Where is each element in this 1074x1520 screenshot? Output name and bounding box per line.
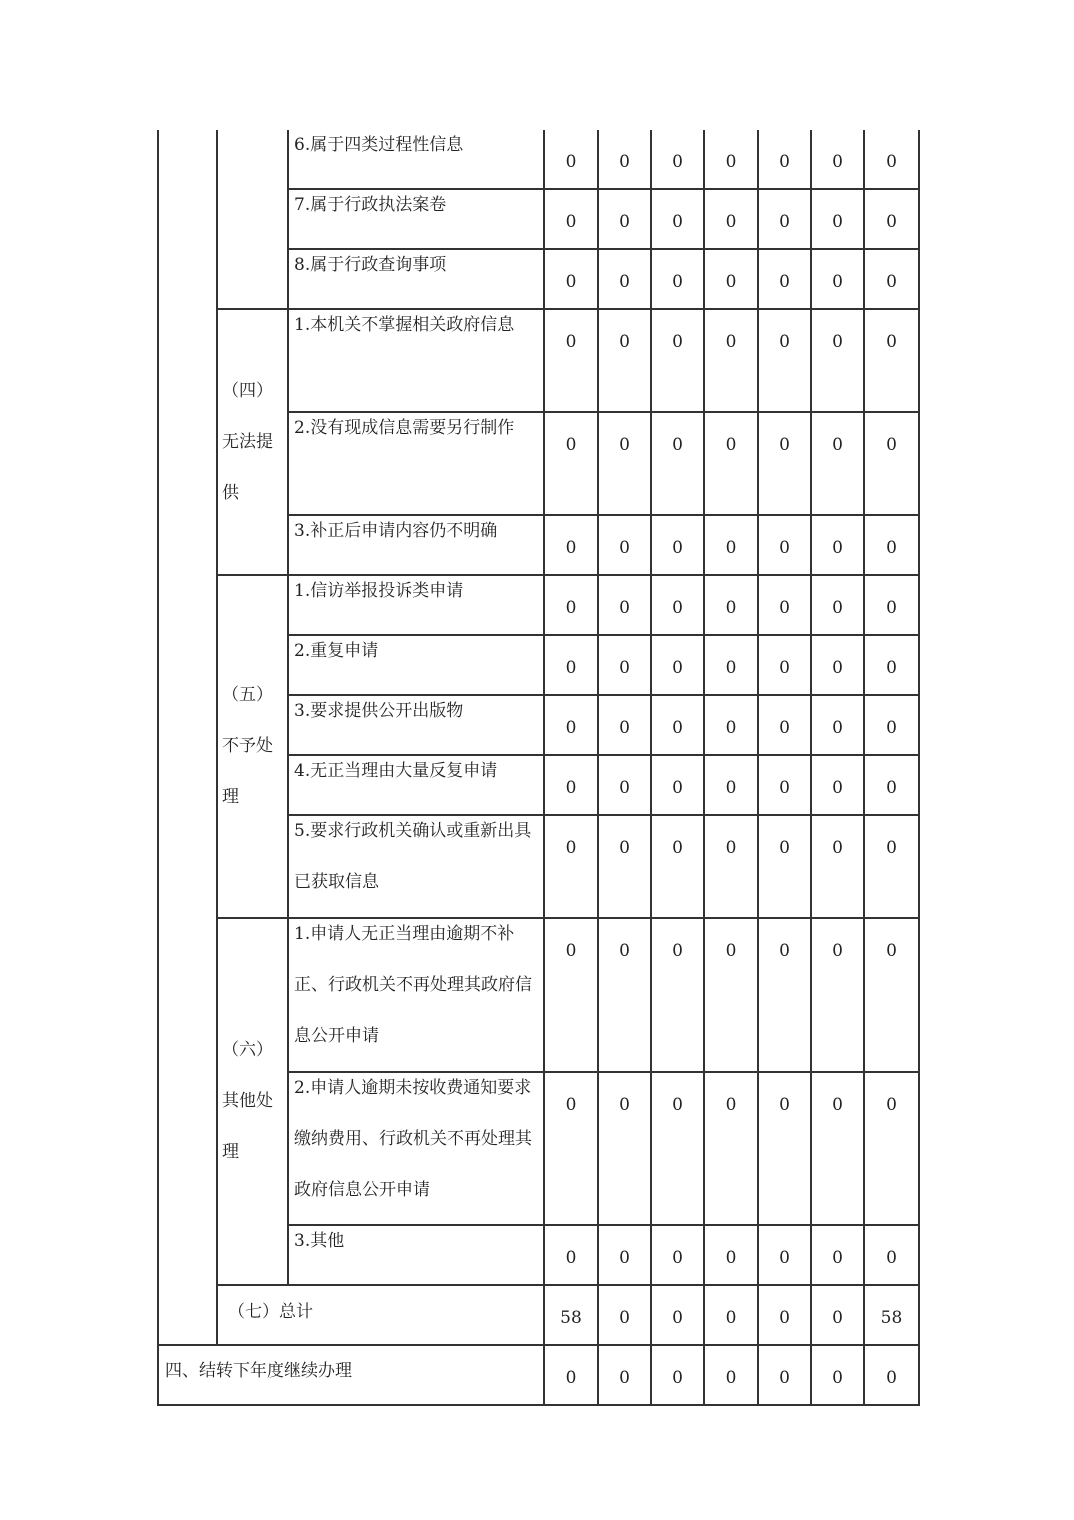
value-text: 0 xyxy=(832,838,843,858)
value-text: 0 xyxy=(886,1248,897,1268)
value-text: 0 xyxy=(619,1095,630,1115)
category-label: 理 xyxy=(222,787,239,807)
value-cell xyxy=(811,755,864,815)
value-cell xyxy=(758,309,811,412)
value-cell xyxy=(864,918,919,1072)
value-text: 0 xyxy=(619,435,630,455)
value-text: 0 xyxy=(886,212,897,232)
value-cell xyxy=(758,1285,811,1345)
value-cell xyxy=(758,635,811,695)
item-label-cell xyxy=(288,309,544,412)
value-text: 0 xyxy=(725,435,737,455)
value-cell xyxy=(758,755,811,815)
value-text: 0 xyxy=(725,1308,737,1328)
value-text: 0 xyxy=(779,718,790,738)
value-cell xyxy=(598,189,651,249)
value-cell xyxy=(864,189,919,249)
value-cell xyxy=(544,755,598,815)
value-text: 0 xyxy=(619,1248,630,1268)
value-cell xyxy=(544,635,598,695)
value-text: 0 xyxy=(779,435,790,455)
value-cell xyxy=(758,1225,811,1285)
value-text: 0 xyxy=(672,332,683,352)
value-text: 0 xyxy=(619,332,630,352)
value-cell xyxy=(598,635,651,695)
value-text: 0 xyxy=(565,1368,577,1388)
item-label: 1.信访举报投诉类申请 xyxy=(294,581,464,601)
value-cell xyxy=(704,1345,758,1405)
value-cell xyxy=(864,815,919,918)
value-cell xyxy=(864,309,919,412)
value-cell xyxy=(544,1285,598,1345)
value-text: 0 xyxy=(672,778,683,798)
value-cell xyxy=(598,695,651,755)
value-cell xyxy=(651,189,704,249)
item-label-cell xyxy=(288,815,544,918)
value-text: 58 xyxy=(560,1308,582,1328)
value-cell xyxy=(758,918,811,1072)
value-cell xyxy=(864,695,919,755)
item-label-cell xyxy=(288,412,544,515)
value-text: 0 xyxy=(725,332,737,352)
value-cell xyxy=(651,695,704,755)
value-cell xyxy=(544,309,598,412)
value-text: 0 xyxy=(672,941,683,961)
value-text: 0 xyxy=(565,838,577,858)
value-cell xyxy=(544,1345,598,1405)
item-label-cell xyxy=(288,1072,544,1225)
item-label-cell xyxy=(288,918,544,1072)
value-cell xyxy=(758,189,811,249)
value-cell xyxy=(598,1072,651,1225)
value-text: 0 xyxy=(886,778,897,798)
carry-over-row xyxy=(158,1345,919,1405)
category-label: 其他处 xyxy=(222,1091,273,1111)
value-text: 0 xyxy=(886,332,897,352)
value-cell xyxy=(758,249,811,309)
value-text: 0 xyxy=(725,1248,737,1268)
value-text: 0 xyxy=(565,332,577,352)
item-label: 1.本机关不掌握相关政府信息 xyxy=(294,315,515,335)
value-text: 0 xyxy=(779,658,790,678)
value-text: 0 xyxy=(565,538,577,558)
value-text: 0 xyxy=(832,941,843,961)
value-text: 0 xyxy=(832,658,843,678)
value-text: 0 xyxy=(886,598,897,618)
value-text: 0 xyxy=(619,152,630,172)
value-cell xyxy=(704,1072,758,1225)
value-cell xyxy=(811,575,864,635)
value-text: 0 xyxy=(619,941,630,961)
value-cell xyxy=(811,635,864,695)
value-cell xyxy=(651,1285,704,1345)
value-text: 0 xyxy=(725,658,737,678)
value-text: 0 xyxy=(565,1248,577,1268)
value-cell xyxy=(598,1225,651,1285)
value-cell xyxy=(704,575,758,635)
value-cell xyxy=(651,1225,704,1285)
value-cell xyxy=(544,412,598,515)
value-text: 0 xyxy=(832,1248,843,1268)
item-label: 4.无正当理由大量反复申请 xyxy=(294,761,498,781)
value-cell xyxy=(598,412,651,515)
value-text: 0 xyxy=(779,212,790,232)
value-cell xyxy=(651,515,704,575)
value-text: 0 xyxy=(779,778,790,798)
value-text: 0 xyxy=(832,718,843,738)
value-text: 0 xyxy=(619,538,630,558)
value-cell xyxy=(864,515,919,575)
value-cell xyxy=(598,755,651,815)
value-text: 0 xyxy=(832,435,843,455)
value-text: 0 xyxy=(779,1368,790,1388)
value-text: 0 xyxy=(832,332,843,352)
value-text: 0 xyxy=(725,1095,737,1115)
value-text: 0 xyxy=(725,212,737,232)
value-cell xyxy=(864,412,919,515)
value-text: 0 xyxy=(619,778,630,798)
value-cell xyxy=(758,815,811,918)
value-text: 0 xyxy=(832,212,843,232)
value-text: 0 xyxy=(565,152,577,172)
item-label: 1.申请人无正当理由逾期不补正、行政机关不再处理其政府信息公开申请 xyxy=(294,924,532,1046)
value-cell xyxy=(704,515,758,575)
carry-over-label: 四、结转下年度继续办理 xyxy=(165,1361,352,1381)
value-cell xyxy=(811,695,864,755)
value-text: 0 xyxy=(886,272,897,292)
value-text: 0 xyxy=(672,1368,683,1388)
value-text: 0 xyxy=(619,838,630,858)
category-cell-g5 xyxy=(217,575,288,918)
value-text: 0 xyxy=(832,598,843,618)
table-row xyxy=(158,309,919,412)
value-cell xyxy=(758,412,811,515)
value-cell xyxy=(651,249,704,309)
value-cell xyxy=(544,918,598,1072)
value-cell xyxy=(598,309,651,412)
value-cell xyxy=(704,249,758,309)
value-cell xyxy=(651,309,704,412)
value-cell xyxy=(704,412,758,515)
value-text: 0 xyxy=(832,778,843,798)
value-text: 0 xyxy=(886,838,897,858)
value-text: 0 xyxy=(779,1095,790,1115)
value-text: 0 xyxy=(886,538,897,558)
value-text: 0 xyxy=(619,212,630,232)
value-text: 0 xyxy=(672,1095,683,1115)
category-label: （五） xyxy=(222,685,273,705)
value-cell xyxy=(598,575,651,635)
category-cell-g4 xyxy=(217,309,288,575)
value-cell xyxy=(651,412,704,515)
value-cell xyxy=(864,575,919,635)
carry-over-label-cell xyxy=(158,1345,544,1405)
value-cell xyxy=(651,815,704,918)
value-cell xyxy=(704,815,758,918)
value-cell xyxy=(651,1345,704,1405)
value-cell xyxy=(704,1225,758,1285)
value-cell xyxy=(864,635,919,695)
value-text: 0 xyxy=(672,718,683,738)
table-row xyxy=(158,918,919,1072)
value-cell xyxy=(704,1285,758,1345)
value-cell xyxy=(864,1285,919,1345)
value-text: 0 xyxy=(672,435,683,455)
value-text: 0 xyxy=(725,152,737,172)
value-text: 0 xyxy=(832,1308,843,1328)
value-cell xyxy=(598,1285,651,1345)
value-cell xyxy=(651,575,704,635)
item-label: 6.属于四类过程性信息 xyxy=(294,135,464,155)
value-text: 0 xyxy=(886,658,897,678)
value-cell xyxy=(864,1072,919,1225)
total-row xyxy=(158,1285,919,1345)
value-text: 0 xyxy=(725,1368,737,1388)
value-cell xyxy=(651,918,704,1072)
value-text: 0 xyxy=(672,272,683,292)
value-text: 0 xyxy=(565,212,577,232)
value-text: 0 xyxy=(672,212,683,232)
value-text: 0 xyxy=(832,1368,843,1388)
value-cell xyxy=(811,1345,864,1405)
value-text: 0 xyxy=(886,1368,897,1388)
value-cell xyxy=(811,249,864,309)
value-text: 0 xyxy=(886,1095,897,1115)
value-text: 0 xyxy=(565,435,577,455)
value-text: 0 xyxy=(619,718,630,738)
value-text: 0 xyxy=(886,435,897,455)
value-cell xyxy=(544,815,598,918)
item-label: 8.属于行政查询事项 xyxy=(294,255,447,275)
category-label: 供 xyxy=(222,482,239,503)
value-text: 0 xyxy=(565,941,577,961)
value-text: 0 xyxy=(672,538,683,558)
category-label: （四） xyxy=(222,380,273,401)
category-label: 不予处 xyxy=(222,736,273,756)
value-text: 0 xyxy=(619,1308,630,1328)
value-text: 0 xyxy=(565,718,577,738)
value-text: 0 xyxy=(779,838,790,858)
value-text: 0 xyxy=(619,658,630,678)
item-label: 7.属于行政执法案卷 xyxy=(294,195,447,215)
value-cell xyxy=(598,515,651,575)
value-cell xyxy=(758,515,811,575)
value-cell xyxy=(811,1072,864,1225)
value-cell xyxy=(811,412,864,515)
value-cell xyxy=(704,189,758,249)
value-text: 0 xyxy=(779,598,790,618)
value-cell xyxy=(811,1225,864,1285)
value-text: 0 xyxy=(565,658,577,678)
value-cell xyxy=(651,635,704,695)
value-text: 0 xyxy=(672,658,683,678)
value-text: 0 xyxy=(672,152,683,172)
value-cell xyxy=(864,249,919,309)
item-label: 3.要求提供公开出版物 xyxy=(294,701,464,721)
value-cell xyxy=(811,189,864,249)
value-cell xyxy=(758,1072,811,1225)
item-label: 3.其他 xyxy=(294,1231,345,1251)
value-cell xyxy=(811,515,864,575)
value-cell xyxy=(758,695,811,755)
item-label: 2.申请人逾期未按收费通知要求缴纳费用、行政机关不再处理其政府信息公开申请 xyxy=(294,1078,532,1200)
value-text: 0 xyxy=(832,152,843,172)
item-label: 3.补正后申请内容仍不明确 xyxy=(294,521,498,541)
value-cell xyxy=(704,755,758,815)
value-cell xyxy=(651,1072,704,1225)
value-cell xyxy=(544,575,598,635)
item-label-cell xyxy=(288,1225,544,1285)
value-text: 0 xyxy=(672,598,683,618)
category-cell-g6 xyxy=(217,918,288,1285)
value-cell xyxy=(544,189,598,249)
value-cell xyxy=(704,695,758,755)
value-cell xyxy=(598,1345,651,1405)
value-text: 0 xyxy=(779,1308,790,1328)
value-text: 0 xyxy=(779,152,790,172)
total-label: （七）总计 xyxy=(228,1302,313,1322)
value-text: 0 xyxy=(886,941,897,961)
value-text: 0 xyxy=(779,332,790,352)
value-text: 0 xyxy=(832,1095,843,1115)
value-cell xyxy=(864,1225,919,1285)
value-text: 0 xyxy=(565,272,577,292)
value-text: 0 xyxy=(619,272,630,292)
value-text: 0 xyxy=(725,778,737,798)
value-cell xyxy=(544,1225,598,1285)
category-label: 理 xyxy=(222,1142,239,1162)
value-cell xyxy=(811,815,864,918)
value-text: 58 xyxy=(880,1308,903,1328)
value-text: 0 xyxy=(725,538,737,558)
value-text: 0 xyxy=(725,718,737,738)
value-text: 0 xyxy=(832,272,843,292)
item-label: 2.没有现成信息需要另行制作 xyxy=(294,418,515,438)
value-text: 0 xyxy=(565,778,577,798)
value-text: 0 xyxy=(779,538,790,558)
value-text: 0 xyxy=(565,598,577,618)
value-cell xyxy=(598,918,651,1072)
total-label-cell xyxy=(217,1285,544,1345)
value-text: 0 xyxy=(886,152,897,172)
value-cell xyxy=(544,515,598,575)
value-cell xyxy=(758,1345,811,1405)
category-label: （六） xyxy=(222,1040,273,1060)
value-text: 0 xyxy=(779,272,790,292)
value-cell xyxy=(811,918,864,1072)
value-cell xyxy=(544,1072,598,1225)
value-text: 0 xyxy=(565,1095,577,1115)
value-cell xyxy=(758,575,811,635)
value-text: 0 xyxy=(672,1248,683,1268)
value-cell xyxy=(864,755,919,815)
value-text: 0 xyxy=(832,538,843,558)
value-text: 0 xyxy=(725,598,737,618)
value-cell xyxy=(704,918,758,1072)
value-text: 0 xyxy=(779,1248,790,1268)
item-label: 5.要求行政机关确认或重新出具已获取信息 xyxy=(294,821,532,892)
statistics-table xyxy=(157,130,920,1406)
value-text: 0 xyxy=(672,838,683,858)
value-cell xyxy=(651,755,704,815)
value-cell xyxy=(598,815,651,918)
value-text: 0 xyxy=(886,718,897,738)
value-cell xyxy=(598,249,651,309)
value-cell xyxy=(811,309,864,412)
value-text: 0 xyxy=(725,272,737,292)
value-cell xyxy=(704,635,758,695)
value-text: 0 xyxy=(619,598,630,618)
value-text: 0 xyxy=(725,838,737,858)
value-text: 0 xyxy=(619,1368,630,1388)
value-cell xyxy=(864,1345,919,1405)
value-cell xyxy=(544,249,598,309)
item-label: 2.重复申请 xyxy=(294,641,379,661)
value-cell xyxy=(544,695,598,755)
category-label: 无法提 xyxy=(222,431,273,452)
value-text: 0 xyxy=(725,941,737,961)
value-cell xyxy=(811,1285,864,1345)
section-indent-cell xyxy=(158,130,217,1345)
category-cell-continued xyxy=(217,130,288,309)
value-text: 0 xyxy=(672,1308,683,1328)
value-cell xyxy=(704,309,758,412)
value-text: 0 xyxy=(779,941,790,961)
